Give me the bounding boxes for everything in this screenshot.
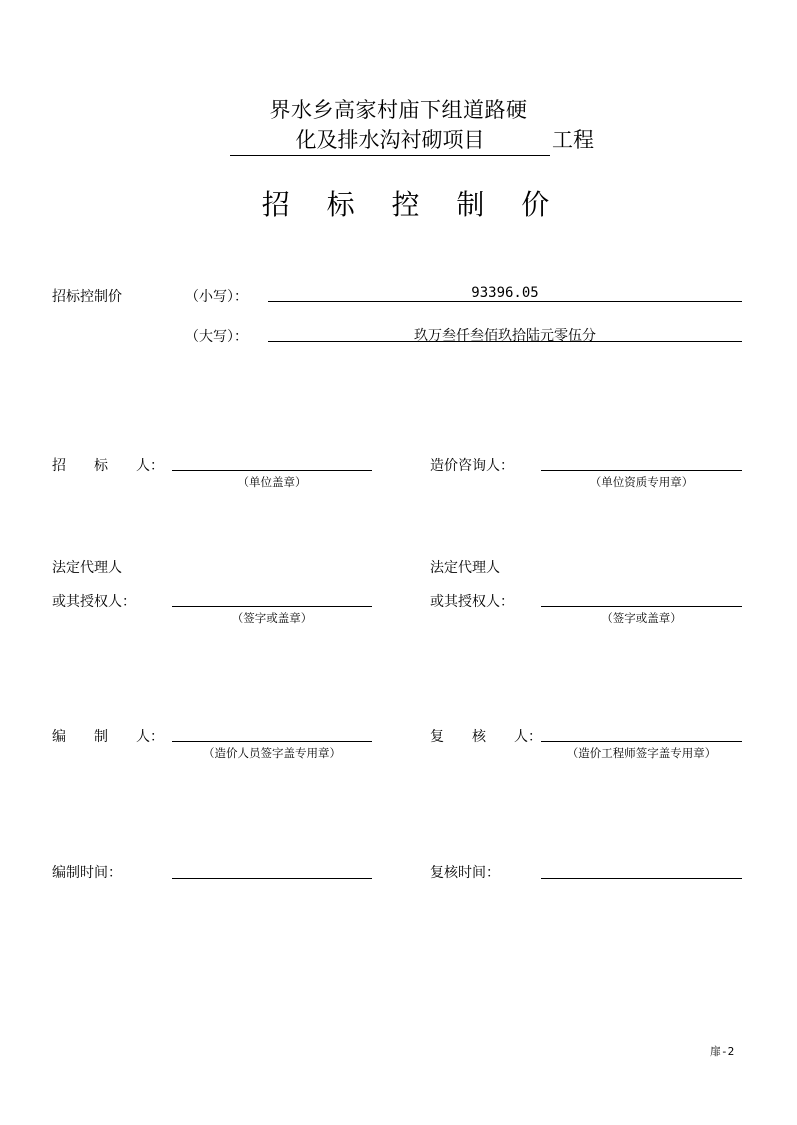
project-title-underlined: 化及排水沟衬砌项目 [230, 124, 550, 156]
compiler-note: （造价人员签字盖专用章） [203, 746, 341, 760]
compile-time-line [172, 863, 372, 879]
review-time-label: 复核时间： [430, 865, 500, 881]
compiler-line [172, 726, 372, 742]
consultant-label: 造价咨询人： [430, 458, 514, 474]
document-heading: 招 标 控 制 价 [261, 188, 564, 221]
compiler-label: 编 制 人： [52, 729, 164, 745]
price-label: 招标控制价 [52, 289, 122, 305]
consultant-note: （单位资质专用章） [589, 475, 694, 489]
legal-right-line1: 法定代理人 [430, 560, 500, 576]
legal-left-note: （签字或盖章） [231, 611, 313, 625]
legal-left-line [172, 591, 372, 607]
legal-right-line2: 或其授权人： [430, 594, 514, 610]
reviewer-line [541, 726, 742, 742]
legal-right-note: （签字或盖章） [601, 611, 682, 625]
reviewer-label: 复 核 人： [430, 729, 542, 745]
price-small-label: （小写）： [185, 289, 248, 305]
project-title-suffix: 工程 [552, 128, 594, 152]
consultant-line [541, 455, 742, 471]
price-small-value: 93396.05 [471, 285, 539, 301]
review-time-line [541, 863, 742, 879]
tenderer-label: 招 标 人： [52, 458, 164, 474]
reviewer-note: （造价工程师签字盖专用章） [566, 746, 717, 760]
page-number: 扉-2 [710, 1045, 735, 1058]
project-title-line2 [230, 124, 594, 156]
tenderer-line [172, 455, 372, 471]
price-big-value: 玖万叁仟叁佰玖拾陆元零伍分 [414, 328, 596, 344]
tenderer-note: （单位盖章） [237, 475, 307, 489]
legal-right-line [541, 591, 742, 607]
price-big-label: （大写）： [185, 329, 248, 345]
legal-left-line1: 法定代理人 [52, 560, 122, 576]
legal-left-line2: 或其授权人： [52, 594, 136, 610]
compile-time-label: 编制时间： [52, 865, 122, 881]
project-title-line1: 界水乡高家村庙下组道路硬 [269, 98, 528, 122]
